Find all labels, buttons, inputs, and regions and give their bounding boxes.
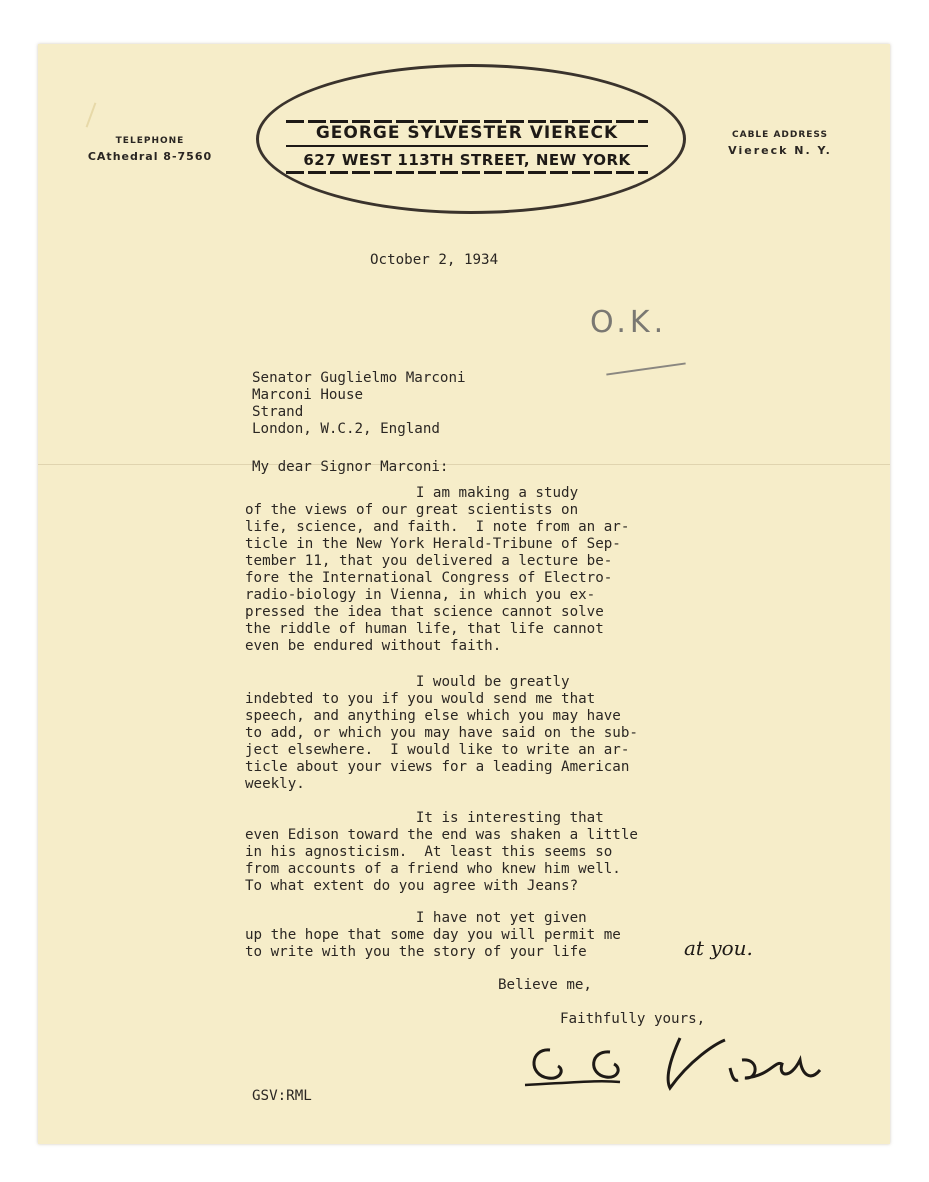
paragraph-2: I would be greatly indebted to you if you would send me that speech, and anything else which you may have to add, or which you may have said on the sub- ject elsewhere. I would like to write an ar- ticle about your views for a leading American weekly. <box>245 674 638 792</box>
letterhead-name: GEORGE SYLVESTER VIERECK <box>315 123 619 143</box>
ok-mark: O.K. <box>590 305 668 340</box>
cable-address-label: CABLE ADDRESS <box>732 130 828 140</box>
masthead-rule-bottom <box>286 171 648 174</box>
letterhead-masthead <box>286 118 648 176</box>
signature-image <box>520 1030 840 1100</box>
paragraph-4: I have not yet given up the hope that some day you will permit me to write with you the story of your life <box>245 910 621 960</box>
paragraph-1: I am making a study of the views of our great scientists on life, science, and faith. I note from an ar- ticle in the New York Herald-Tribune of Sep- tember 11, that you delivered a lecture be- fore the International Congress of Electro- radio-biology in Vienna, in which you ex- pressed the idea that science cannot solve the riddle of human life, that life cannot even be endured without faith. <box>245 485 630 654</box>
letterhead-address: 627 WEST 113TH STREET, NEW YORK <box>303 150 631 169</box>
closing-faithfully-yours: Faithfully yours, <box>560 1011 706 1027</box>
letter-date: October 2, 1934 <box>370 252 499 268</box>
masthead-rule-middle <box>286 145 648 147</box>
closing-believe-me: Believe me, <box>498 977 592 993</box>
salutation: My dear Signor Marconi: <box>252 459 449 475</box>
paragraph-3: It is interesting that even Edison toward the end was shaken a little in his agnosticism. At least this seems so from accounts of a friend who knew him well. To what extent do you agree with Jeans? <box>245 810 638 894</box>
telephone-label: TELEPHONE <box>115 136 185 146</box>
cable-address-value: Viereck N. Y. <box>728 144 832 157</box>
handwritten-addition: at you. <box>684 936 753 960</box>
recipient-address: Senator Guglielmo Marconi Marconi House Strand London, W.C.2, England <box>252 370 466 437</box>
telephone-number: CAthedral 8-7560 <box>87 150 213 163</box>
paper-fold-line <box>38 464 890 465</box>
typist-initials: GSV:RML <box>252 1088 312 1104</box>
